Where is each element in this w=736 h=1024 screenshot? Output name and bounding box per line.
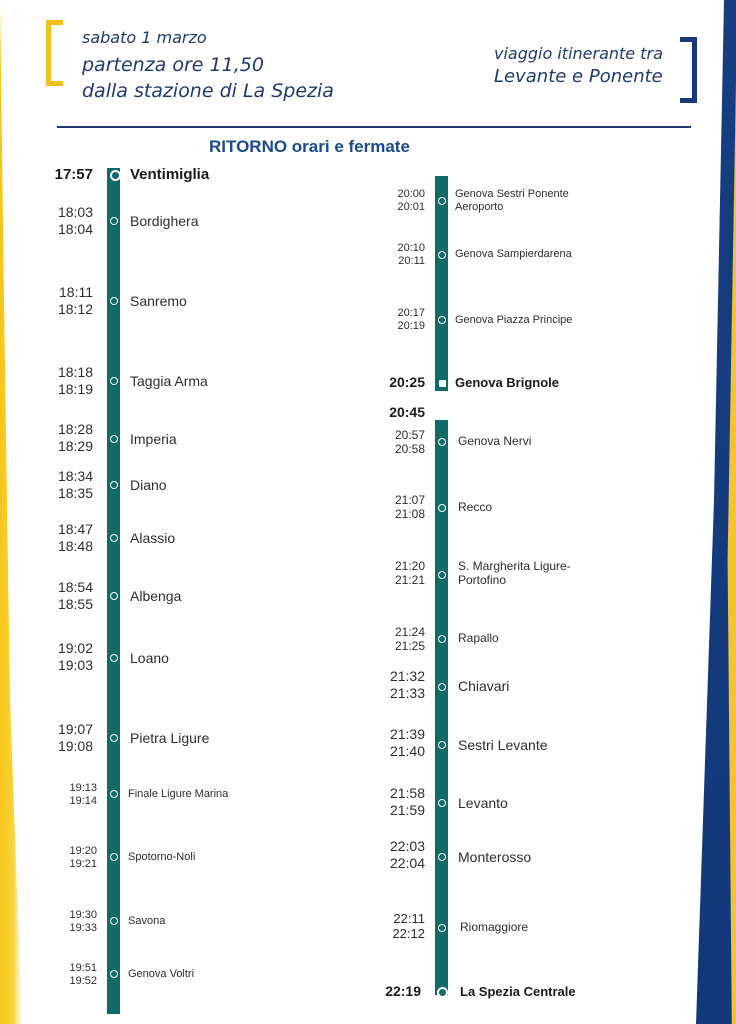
stop-name: Spotorno-Noli xyxy=(128,851,196,863)
stop-time: 19:20 19:21 xyxy=(69,845,97,870)
stop-time: 21:07 21:08 xyxy=(394,493,425,522)
stop-name: Albenga xyxy=(130,588,182,604)
stop-name: Recco xyxy=(458,500,493,514)
stop-time: 21:32 21:33 xyxy=(389,668,425,701)
stop-name: Chiavari xyxy=(458,678,510,694)
stop-marker xyxy=(438,741,446,749)
stop-time: 21:20 21:21 xyxy=(394,559,425,588)
stop-time: 20:45 xyxy=(389,404,425,420)
stop-time: 18:28 18:29 xyxy=(57,421,93,454)
stop-name: Savona xyxy=(128,915,166,927)
stop-time: 18:34 18:35 xyxy=(57,468,93,501)
stop-marker xyxy=(110,534,118,542)
stop-marker xyxy=(110,377,118,385)
right-bracket-decoration xyxy=(680,37,697,103)
stop-name: Sanremo xyxy=(130,293,187,309)
stop-marker xyxy=(110,435,118,443)
left-route-line xyxy=(107,168,120,1014)
stop-time: 18:03 18:04 xyxy=(57,204,93,237)
stop-name: Sestri Levante xyxy=(458,737,548,753)
stop-marker xyxy=(438,799,446,807)
stop-name: Riomaggiore xyxy=(460,920,529,934)
right-route-line-upper xyxy=(435,176,448,391)
header-divider xyxy=(57,126,691,128)
stop-name: Genova Sestri Ponente Aeroporto xyxy=(455,188,569,214)
stop-name: Genova Piazza Principe xyxy=(455,314,573,326)
stop-name: Bordighera xyxy=(130,213,199,229)
stop-marker xyxy=(110,734,118,742)
stop-marker xyxy=(438,635,446,643)
stop-marker xyxy=(438,853,446,861)
stop-time: 20:10 20:11 xyxy=(397,242,425,267)
stop-name: Diano xyxy=(130,477,167,493)
stop-marker xyxy=(110,853,118,861)
page-title: RITORNO orari e fermate xyxy=(209,137,410,156)
terminal-stop-marker xyxy=(110,170,121,181)
departure-station: dalla stazione di La Spezia xyxy=(82,80,334,102)
stop-name: S. Margherita Ligure- Portofino xyxy=(458,559,571,588)
stop-marker xyxy=(110,297,118,305)
stop-name: Genova Sampierdarena xyxy=(455,248,572,260)
stop-marker xyxy=(110,917,118,925)
stop-marker xyxy=(110,790,118,798)
stop-name: Pietra Ligure xyxy=(130,730,210,746)
stop-time: 18:18 18:19 xyxy=(57,364,93,397)
stop-time: 17:57 xyxy=(54,166,93,183)
stop-name: Genova Brignole xyxy=(455,375,560,390)
stop-name: Imperia xyxy=(130,431,177,447)
stop-marker xyxy=(438,197,446,205)
event-date: sabato 1 marzo xyxy=(82,28,207,47)
stop-name: Genova Nervi xyxy=(458,434,532,448)
stop-marker xyxy=(110,217,118,225)
stop-time: 22:11 22:12 xyxy=(392,911,425,942)
stop-time: 18:11 18:12 xyxy=(57,284,93,317)
stop-time: 19:30 19:33 xyxy=(69,909,97,934)
stop-time: 21:58 21:59 xyxy=(389,785,425,818)
stop-time: 18:54 18:55 xyxy=(57,579,93,612)
stop-name: Alassio xyxy=(130,530,176,546)
stop-marker xyxy=(110,592,118,600)
stop-time: 20:17 20:19 xyxy=(397,307,425,332)
stop-marker xyxy=(110,654,118,662)
stop-time: 18:47 18:48 xyxy=(57,521,93,554)
stop-name: La Spezia Centrale xyxy=(460,984,576,999)
yellow-side-band xyxy=(0,0,22,1024)
stop-time: 21:39 21:40 xyxy=(389,726,425,759)
stop-time: 20:00 20:01 xyxy=(397,188,425,213)
trip-description-line2: Levante e Ponente xyxy=(494,66,663,87)
stop-time: 21:24 21:25 xyxy=(394,625,425,654)
stop-marker xyxy=(110,970,118,978)
stop-marker xyxy=(110,481,118,489)
stop-marker xyxy=(438,504,446,512)
stop-marker xyxy=(438,683,446,691)
stop-name: Rapallo xyxy=(458,631,499,645)
stop-time: 19:13 19:14 xyxy=(69,782,97,807)
stop-name: Monterosso xyxy=(458,849,532,865)
stop-time: 19:07 19:08 xyxy=(57,721,93,754)
trip-description-line1: viaggio itinerante tra xyxy=(494,44,663,63)
stop-name: Finale Ligure Marina xyxy=(128,788,229,800)
terminal-stop-marker xyxy=(437,987,448,998)
stop-time: 19:51 19:52 xyxy=(69,962,97,987)
stop-marker xyxy=(438,251,446,259)
stop-time: 22:19 xyxy=(385,983,421,999)
stop-marker xyxy=(438,316,446,324)
stop-time: 19:02 19:03 xyxy=(57,640,93,673)
stop-name: Taggia Arma xyxy=(130,373,208,389)
stop-name: Loano xyxy=(130,650,169,666)
stop-time: 20:25 xyxy=(389,374,425,390)
left-bracket-decoration xyxy=(46,20,63,86)
stop-name: Ventimiglia xyxy=(130,166,210,183)
departure-time: partenza ore 11,50 xyxy=(82,54,264,76)
stop-marker xyxy=(438,438,446,446)
stop-marker xyxy=(438,571,446,579)
stop-time: 22:03 22:04 xyxy=(389,838,425,871)
stop-marker xyxy=(438,924,446,932)
stop-marker xyxy=(439,380,446,387)
stop-time: 20:57 20:58 xyxy=(394,428,425,457)
stop-name: Levanto xyxy=(458,795,508,811)
stop-name: Genova Voltri xyxy=(128,968,195,980)
